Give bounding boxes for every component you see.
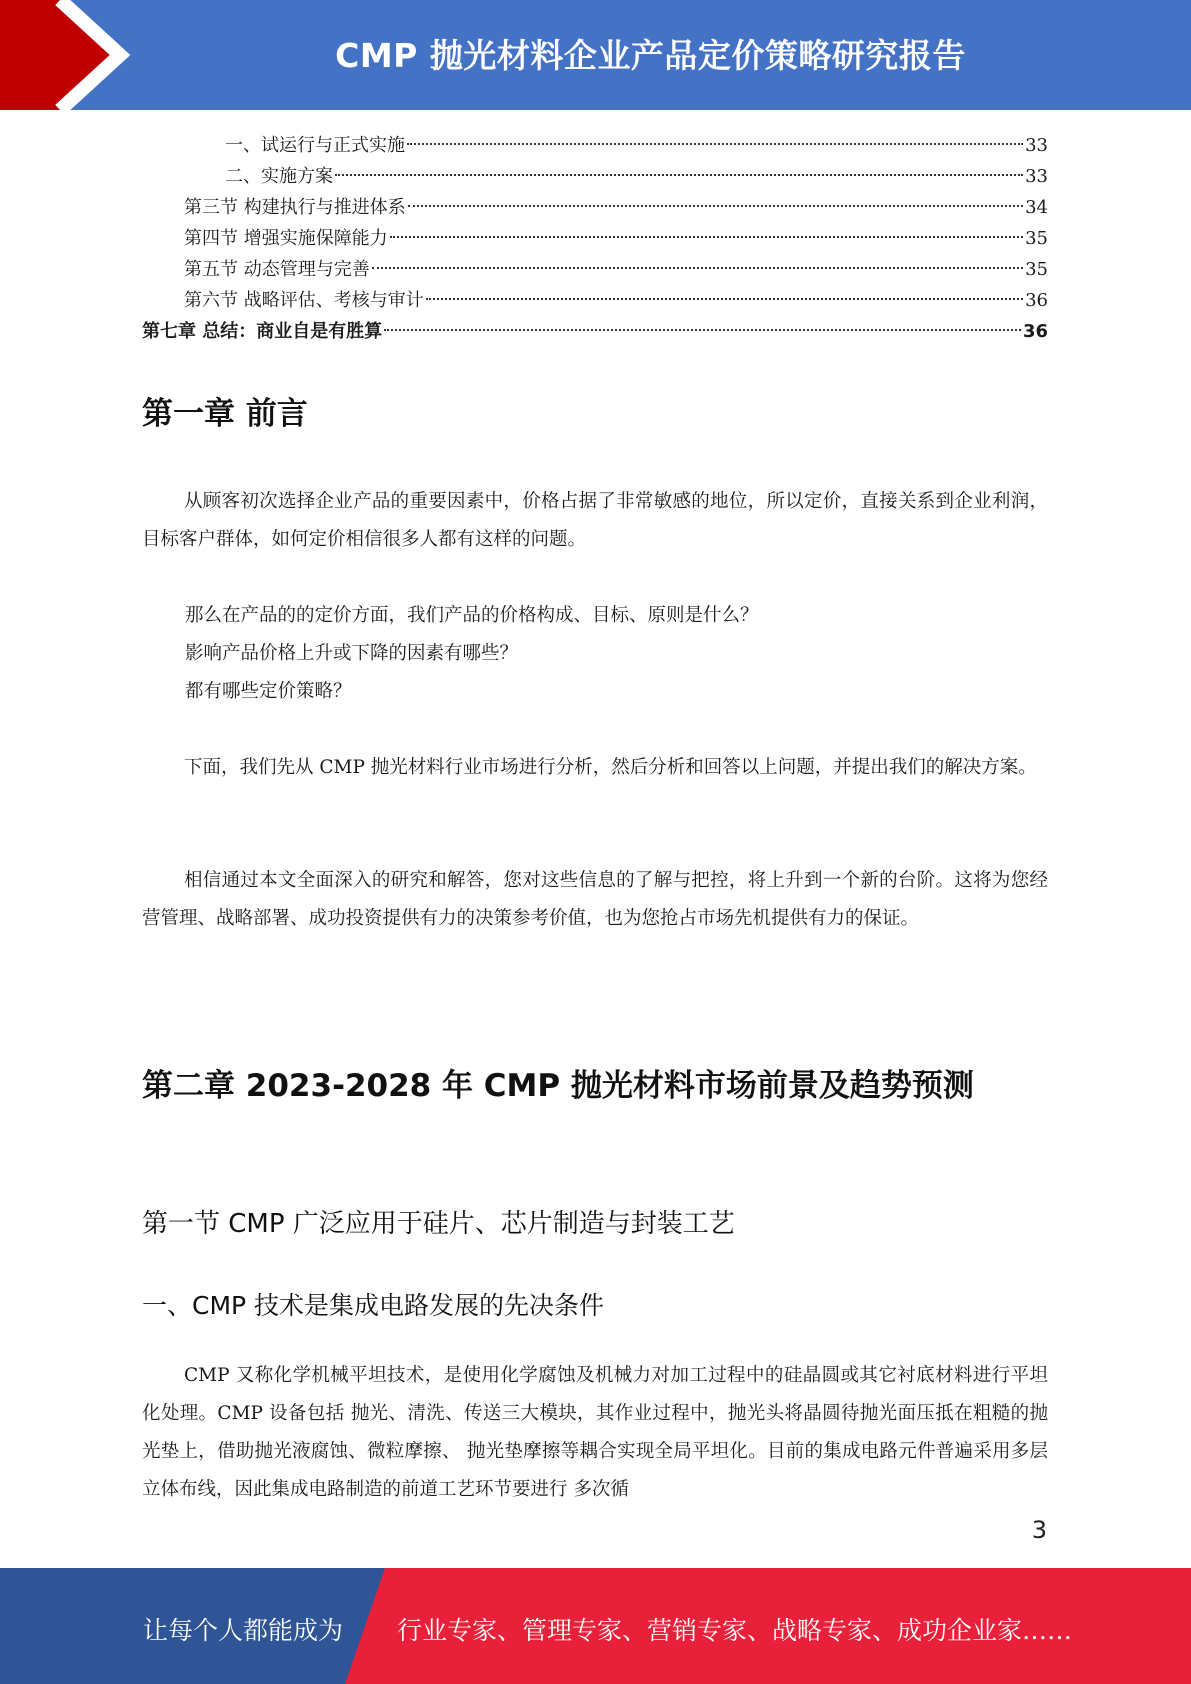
chapter-2-heading: 第二章 2023-2028 年 CMP 抛光材料市场前景及趋势预测 [142, 1068, 974, 1104]
toc-entry-text: 二、实施方案 [225, 166, 333, 187]
toc-entry[interactable] [142, 223, 1048, 254]
subsection-heading: 一、CMP 技术是集成电路发展的先决条件 [142, 1291, 605, 1320]
toc-leader-dots [426, 298, 1023, 300]
toc-entry-page: 33 [1025, 166, 1048, 187]
toc-entry[interactable] [142, 192, 1048, 223]
report-title: CMP 抛光材料企业产品定价策略研究报告 [335, 36, 966, 75]
toc-entry[interactable] [142, 285, 1048, 316]
page-number: 3 [1031, 1516, 1047, 1544]
toc-entry-text: 第五节 动态管理与完善 [184, 259, 370, 280]
toc-leader-dots [407, 143, 1023, 145]
toc-entry-text: 第四节 增强实施保障能力 [184, 228, 388, 249]
cmp-paragraph: CMP 又称化学机械平坦技术，是使用化学腐蚀及机械力对加工过程中的硅晶圆或其它衬底材料进行平坦化处理。CMP 设备包括 抛光、清洗、传送三大模块，其作业过程中，抛光头将晶圆待抛光面压抵在粗糙的抛光垫上，借助抛光液腐蚀、微粒摩擦、 抛光垫摩擦等耦合实现全局平坦化。目前的集成电路元件普遍采用多层立体布线，因此集成电路制造的前道工艺环节要进行 多次循 [142, 1365, 1048, 1500]
intro-paragraph: 从顾客初次选择企业产品的重要因素中，价格占据了非常敏感的地位，所以定价，直接关系到企业利润，目标客户群体，如何定价相信很多人都有这样的问题。 [142, 491, 1048, 550]
toc-leader-dots [372, 267, 1023, 269]
toc-leader-dots [335, 174, 1023, 176]
footer-slogan-right: 行业专家、管理专家、营销专家、战略专家、成功企业家…… [397, 1616, 1073, 1645]
toc-entry-text: 第七章 总结：商业自是有胜算 [142, 321, 383, 342]
toc-entry-page: 36 [1025, 290, 1048, 311]
footer-slogan-left: 让每个人都能成为 [143, 1616, 344, 1645]
toc-leader-dots [390, 236, 1023, 238]
toc-entry-text: 第六节 战略评估、考核与审计 [184, 290, 424, 311]
question-line: 那么在产品的的定价方面，我们产品的价格构成、目标、原则是什么？ [185, 605, 759, 626]
toc-entry-text: 第三节 构建执行与推进体系 [184, 197, 406, 218]
toc-entry-page: 36 [1022, 321, 1048, 342]
table-of-contents [142, 130, 1048, 347]
toc-entry-page: 35 [1025, 228, 1048, 249]
section-heading: 第一节 CMP 广泛应用于硅片、芯片制造与封装工艺 [142, 1209, 735, 1239]
question-line: 影响产品价格上升或下降的因素有哪些？ [185, 643, 519, 664]
footer-band [0, 1568, 1191, 1684]
toc-leader-dots [384, 329, 1021, 331]
toc-entry-page: 33 [1025, 135, 1048, 156]
toc-entry[interactable] [142, 130, 1048, 161]
toc-entry-page: 34 [1025, 197, 1048, 218]
toc-entry[interactable] [142, 161, 1048, 192]
question-line: 都有哪些定价策略？ [185, 681, 352, 702]
toc-entry[interactable] [142, 254, 1048, 285]
toc-entry-text: 一、试运行与正式实施 [225, 135, 405, 156]
analysis-paragraph: 下面，我们先从 CMP 抛光材料行业市场进行分析，然后分析和回答以上问题，并提出我们的解决方案。 [184, 757, 1037, 778]
toc-entry[interactable] [142, 316, 1048, 347]
chapter-1-heading: 第一章 前言 [142, 396, 308, 432]
header-band [0, 0, 1191, 110]
toc-leader-dots [408, 205, 1023, 207]
value-paragraph: 相信通过本文全面深入的研究和解答，您对这些信息的了解与把控，将上升到一个新的台阶。这将为您经营管理、战略部署、成功投资提供有力的决策参考价值，也为您抢占市场先机提供有力的保证。 [142, 870, 1048, 929]
toc-entry-page: 35 [1025, 259, 1048, 280]
